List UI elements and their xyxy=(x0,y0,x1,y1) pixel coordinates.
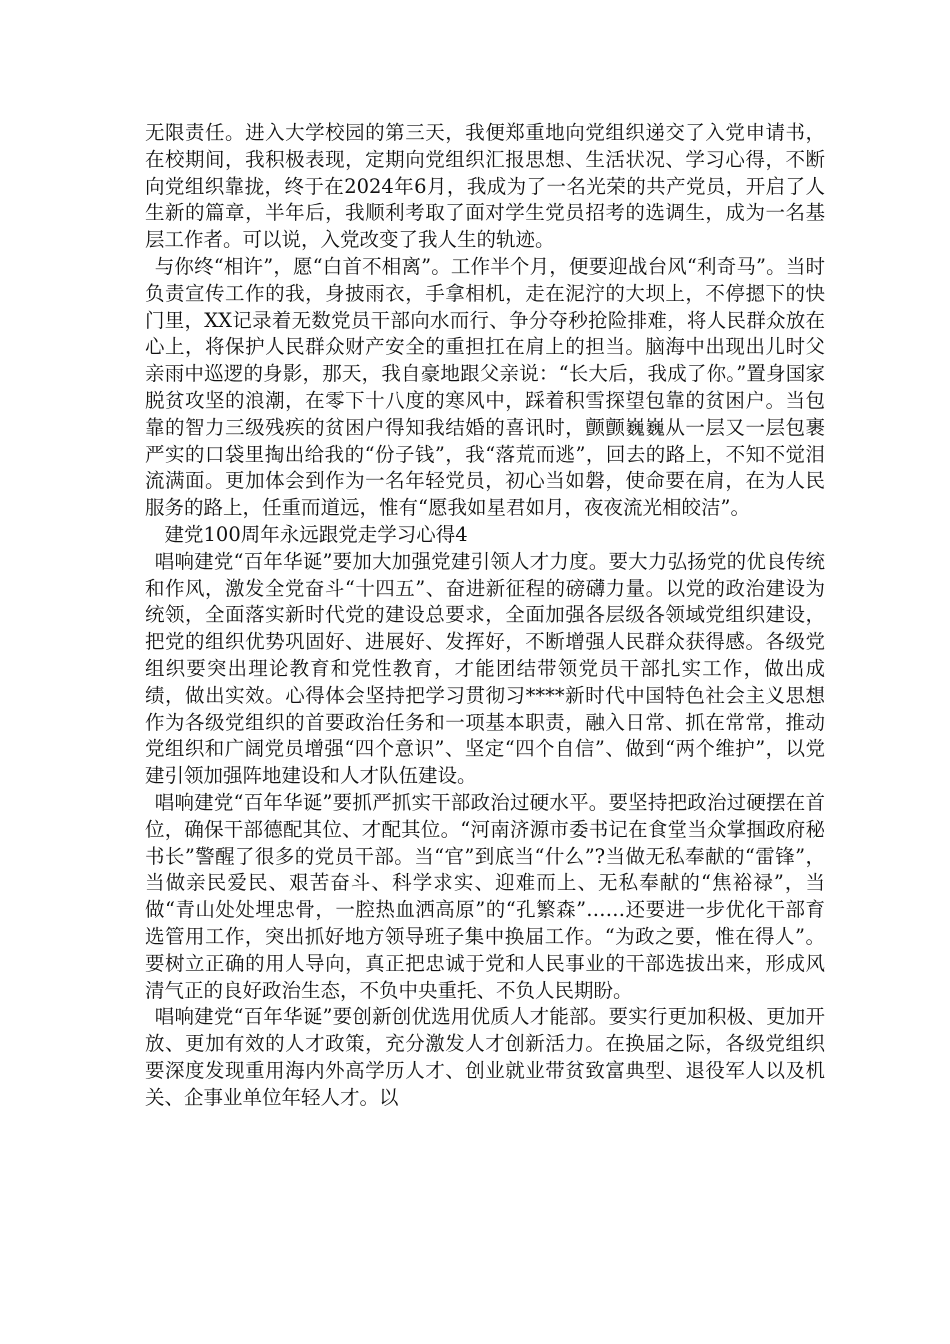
paragraph-talent-leadership: 唱响建党“百年华诞”要加大加强党建引领人才力度。要大力弘扬党的优良传统和作风，激发全党奋斗“十四五”、奋进新征程的磅礴力量。以党的政治建设为统领，全面落实新时代党的建设总要求，全面加强各层级各领域党组织建设，把党的组织优势巩固好、进展好、发挥好，不断增强人民群众获得感。各级党组织要突出理论教育和党性教育，才能团结带领党员干部扎实工作，做出成绩，做出实效。心得体会坚持把学习贯彻习****新时代中国特色社会主义思想作为各级党组织的首要政治任务和一项基本职责，融入日常、抓在常常，推动党组织和广阔党员增强“四个意识”、坚定“四个自信”、做到“两个维护”，以党建引领加强阵地建设和人才队伍建设。 xyxy=(145,549,825,788)
paragraph-cadre-politics: 唱响建党“百年华诞”要抓严抓实干部政治过硬水平。要坚持把政治过硬摆在首位，确保干部德配其位、才配其位。“河南济源市委书记在食堂当众掌掴政府秘书长”警醒了很多的党员干部。当“官”到底当“什么”?当做无私奉献的“雷锋”，当做亲民爱民、艰苦奋斗、科学求实、迎难而上、无私奉献的“焦裕禄”，当做“青山处处埋忠骨，一腔热血洒高原”的“孔繁森”……还要进一步优化干部育选管用工作，突出抓好地方领导班子集中换届工作。“为政之要，惟在得人”。要树立正确的用人导向，真正把忠诚于党和人民事业的干部选拔出来，形成风清气正的良好政治生态，不负中央重托、不负人民期盼。 xyxy=(145,790,825,1002)
paragraph-continuation: 无限责任。进入大学校园的第三天，我便郑重地向党组织递交了入党申请书，在校期间，我积极表现，定期向党组织汇报思想、生活状况、学习心得，不断向党组织靠拢，终于在2024年6月，我成为了一名光荣的共产党员，开启了人生新的篇章，半年后，我顺利考取了面对学生党员招考的选调生，成为一名基层工作者。可以说，入党改变了我人生的轨迹。 xyxy=(145,121,825,252)
section-heading: 建党100周年永远跟党走学习心得4 xyxy=(164,522,468,546)
paragraph-typhoon-story: 与你终“相许”，愿“白首不相离”。工作半个月，便要迎战台风“利奇马”。当时负责宣传工作的我，身披雨衣，手拿相机，走在泥泞的大坝上，不停摁下的快门里，XX记录着无数党员干部向水而行、争分夺秒抢险排难，将人民群众放在心上，将保护人民群众财产安全的重担扛在肩上的担当。脑海中出现出儿时父亲雨中巡逻的身影，那天，我自豪地跟父亲说：“长大后，我成了你。”置身国家脱贫攻坚的浪潮，在零下十八度的寒风中，踩着积雪探望包靠的贫困户。当包靠的智力三级残疾的贫困户得知我结婚的喜讯时，颤颤巍巍从一层又一层包裹严实的口袋里掏出给我的“份子钱”，我“落荒而逃”，回去的路上，不知不觉泪流满面。更加体会到作为一名年轻党员，初心当如磐，使命要在肩，在为人民服务的路上，任重而道远，惟有“愿我如星君如月，夜夜流光相皎洁”。 xyxy=(145,254,825,520)
document-body xyxy=(145,120,825,1111)
paragraph-talent-selection: 唱响建党“百年华诞”要创新创优选用优质人才能部。要实行更加积极、更加开放、更加有效的人才政策，充分激发人才创新活力。在换届之际，各级党组织要深度发现重用海内外高学历人才、创业就业带贫致富典型、退役军人以及机关、企事业单位年轻人才。以 xyxy=(145,1005,825,1109)
